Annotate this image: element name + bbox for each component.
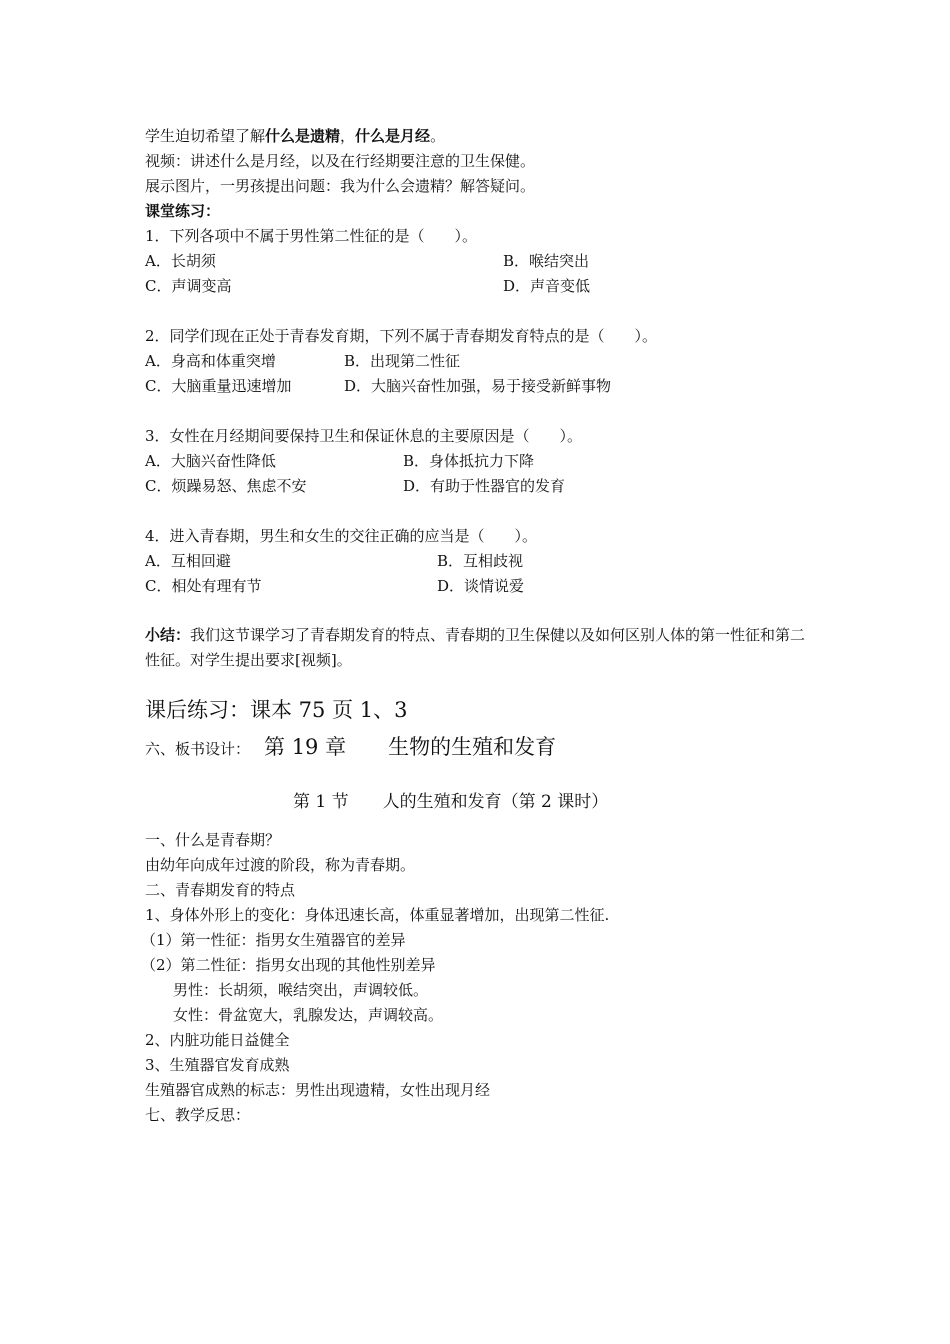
question-2-option-a: A．身高和体重突增	[145, 352, 276, 370]
intro-sep: ，	[340, 127, 356, 145]
board-section-title: 第 1 节 人的生殖和发育（第 2 课时）	[293, 792, 609, 812]
question-4-option-a: A．互相回避	[145, 552, 231, 570]
board-label: 六、板书设计：	[145, 740, 251, 758]
question-2-option-d: D．大脑兴奋性加强，易于接受新鲜事物	[344, 377, 612, 395]
question-2-stem: 2．同学们现在正处于青春发育期，下列不属于青春期发育特点的是（ ）。	[145, 327, 658, 345]
question-1-option-c: C．声调变高	[145, 277, 232, 295]
question-4-option-d: D．谈情说爱	[437, 577, 525, 595]
board-design-line	[145, 733, 556, 763]
outline-line-10: 3、生殖器官发育成熟	[145, 1056, 290, 1074]
intro-bold-1: 什么是遗精	[265, 127, 341, 145]
question-3-option-d: D．有助于性器官的发育	[403, 477, 566, 495]
question-1-option-a: A．长胡须	[145, 252, 216, 270]
intro-end: 。	[430, 127, 446, 145]
outline-line-7: 男性：长胡须，喉结突出，声调较低。	[173, 981, 429, 999]
exercise-heading: 课堂练习：	[145, 202, 221, 220]
outline-line-9: 2、内脏功能日益健全	[145, 1031, 290, 1049]
outline-line-6: （2）第二性征：指男女出现的其他性别差异	[141, 956, 436, 974]
question-4-stem: 4．进入青春期，男生和女生的交往正确的应当是（ ）。	[145, 527, 538, 545]
outline-line-3: 二、青春期发育的特点	[145, 881, 296, 899]
homework-line: 课后练习：课本 75 页 1、3	[145, 698, 408, 722]
outline-line-12: 七、教学反思：	[145, 1106, 251, 1124]
summary-text: 我们这节课学习了青春期发育的特点、青春期的卫生保健以及如何区别人体的第一性征和第二性征。对学生提出要求[视频]。	[145, 626, 806, 669]
outline-line-11: 生殖器官成熟的标志：男性出现遗精，女性出现月经	[145, 1081, 491, 1099]
outline-line-4: 1、身体外形上的变化：身体迅速长高，体重显著增加，出现第二性征.	[145, 906, 610, 924]
intro-line-3: 展示图片，一男孩提出问题：我为什么会遗精？解答疑问。	[145, 177, 536, 195]
question-2-option-c: C．大脑重量迅速增加	[145, 377, 292, 395]
board-chapter: 第 19 章 生物的生殖和发育	[264, 735, 557, 759]
question-3-stem: 3．女性在月经期间要保持卫生和保证休息的主要原因是（ ）。	[145, 427, 583, 445]
intro-text: 学生迫切希望了解	[145, 127, 266, 145]
question-3-option-c: C．烦躁易怒、焦虑不安	[145, 477, 307, 495]
question-1-option-b: B．喉结突出	[503, 252, 590, 270]
question-1-stem: 1．下列各项中不属于男性第二性征的是（ ）。	[145, 227, 478, 245]
question-4-option-b: B．互相歧视	[437, 552, 524, 570]
summary-paragraph	[145, 623, 815, 673]
outline-line-8: 女性：骨盆宽大，乳腺发达，声调较高。	[173, 1006, 444, 1024]
question-1-option-d: D．声音变低	[503, 277, 591, 295]
intro-line-2: 视频：讲述什么是月经，以及在行经期要注意的卫生保健。	[145, 152, 536, 170]
outline-line-1: 一、什么是青春期？	[145, 831, 281, 849]
summary-label: 小结：	[145, 626, 191, 644]
question-4-option-c: C．相处有理有节	[145, 577, 262, 595]
question-3-option-b: B．身体抵抗力下降	[403, 452, 535, 470]
outline-line-2: 由幼年向成年过渡的阶段，称为青春期。	[145, 856, 416, 874]
question-2-option-b: B．出现第二性征	[344, 352, 461, 370]
intro-line-1	[145, 126, 445, 146]
intro-bold-2: 什么是月经	[355, 127, 431, 145]
outline-line-5: （1）第一性征：指男女生殖器官的差异	[141, 931, 406, 949]
question-3-option-a: A．大脑兴奋性降低	[145, 452, 276, 470]
